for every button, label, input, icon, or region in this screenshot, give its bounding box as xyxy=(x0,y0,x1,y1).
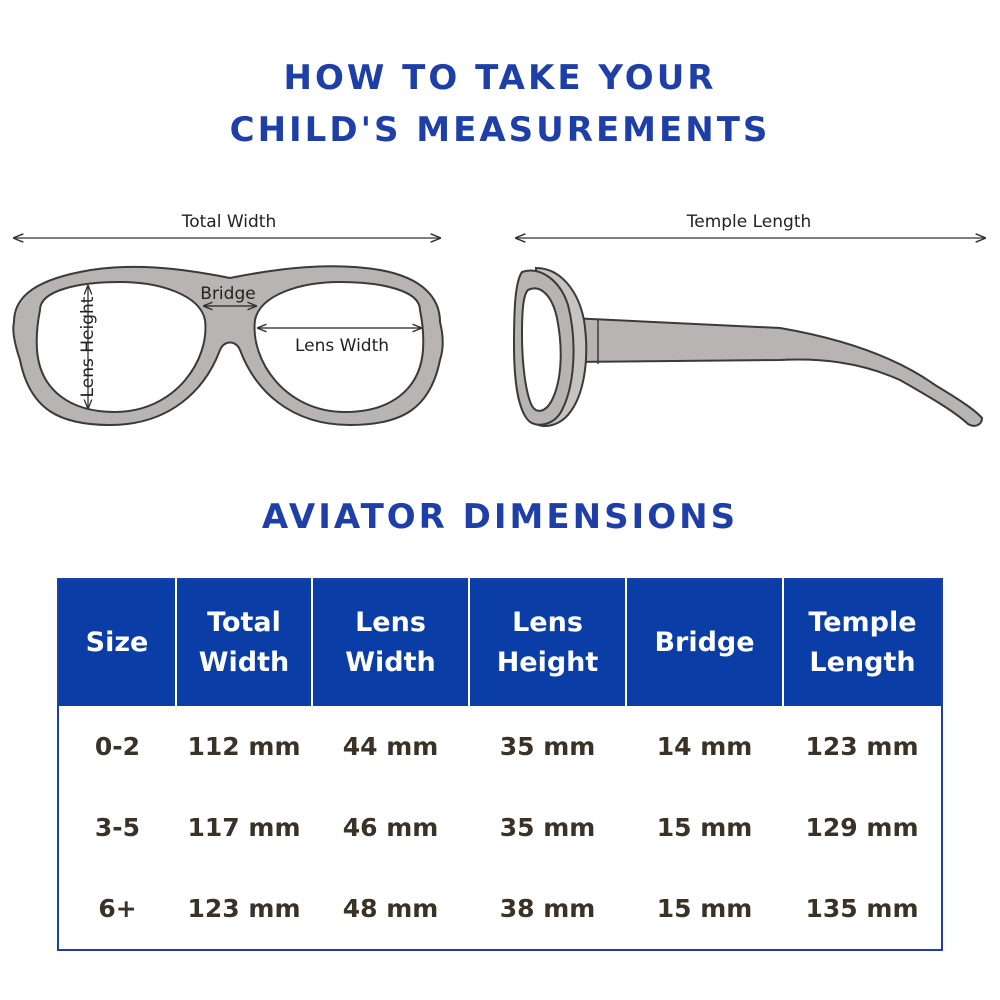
cell-lens-height: 38 mm xyxy=(499,894,596,923)
side-view-glasses xyxy=(514,212,985,426)
header-temple-length: Temple Length xyxy=(783,579,942,706)
table-row xyxy=(58,787,942,868)
table-header-row xyxy=(58,579,942,706)
cell-lens-width: 46 mm xyxy=(342,813,439,842)
lens-width-label: Lens Width xyxy=(294,336,390,356)
bridge-label: Bridge xyxy=(200,284,256,304)
dimensions-table xyxy=(57,578,943,951)
cell-bridge: 14 mm xyxy=(656,732,753,761)
header-lens-width: Lens Width xyxy=(312,579,469,706)
temple-arm xyxy=(570,318,982,426)
cell-temple-length: 135 mm xyxy=(805,894,919,923)
table-row xyxy=(58,706,942,787)
cell-size: 3-5 xyxy=(94,813,141,842)
cell-bridge: 15 mm xyxy=(656,894,753,923)
total-width-label: Total Width xyxy=(181,212,277,232)
cell-temple-length: 129 mm xyxy=(805,813,919,842)
cell-lens-width: 44 mm xyxy=(342,732,439,761)
cell-total-width: 112 mm xyxy=(187,732,301,761)
front-view-glasses xyxy=(13,212,442,425)
cell-size: 0-2 xyxy=(94,732,141,761)
cell-lens-height: 35 mm xyxy=(499,732,596,761)
cell-size: 6+ xyxy=(98,894,137,923)
cell-total-width: 117 mm xyxy=(187,813,301,842)
cell-lens-width: 48 mm xyxy=(342,894,439,923)
page-title-line-2: CHILD'S MEASUREMENTS xyxy=(229,110,771,150)
header-lens-height: Lens Height xyxy=(469,579,626,706)
cell-bridge: 15 mm xyxy=(656,813,753,842)
lens-height-label: Lens Height xyxy=(78,296,98,398)
header-bridge: Bridge xyxy=(626,579,783,706)
table-row xyxy=(58,868,942,950)
measurement-diagram xyxy=(0,0,1000,470)
dimensions-title: AVIATOR DIMENSIONS xyxy=(261,497,739,537)
cell-total-width: 123 mm xyxy=(187,894,301,923)
page-title-line-1: HOW TO TAKE YOUR xyxy=(283,58,717,98)
header-total-width: Total Width xyxy=(176,579,312,706)
cell-lens-height: 35 mm xyxy=(499,813,596,842)
temple-length-label: Temple Length xyxy=(686,212,812,232)
header-size: Size xyxy=(58,579,176,706)
cell-temple-length: 123 mm xyxy=(805,732,919,761)
